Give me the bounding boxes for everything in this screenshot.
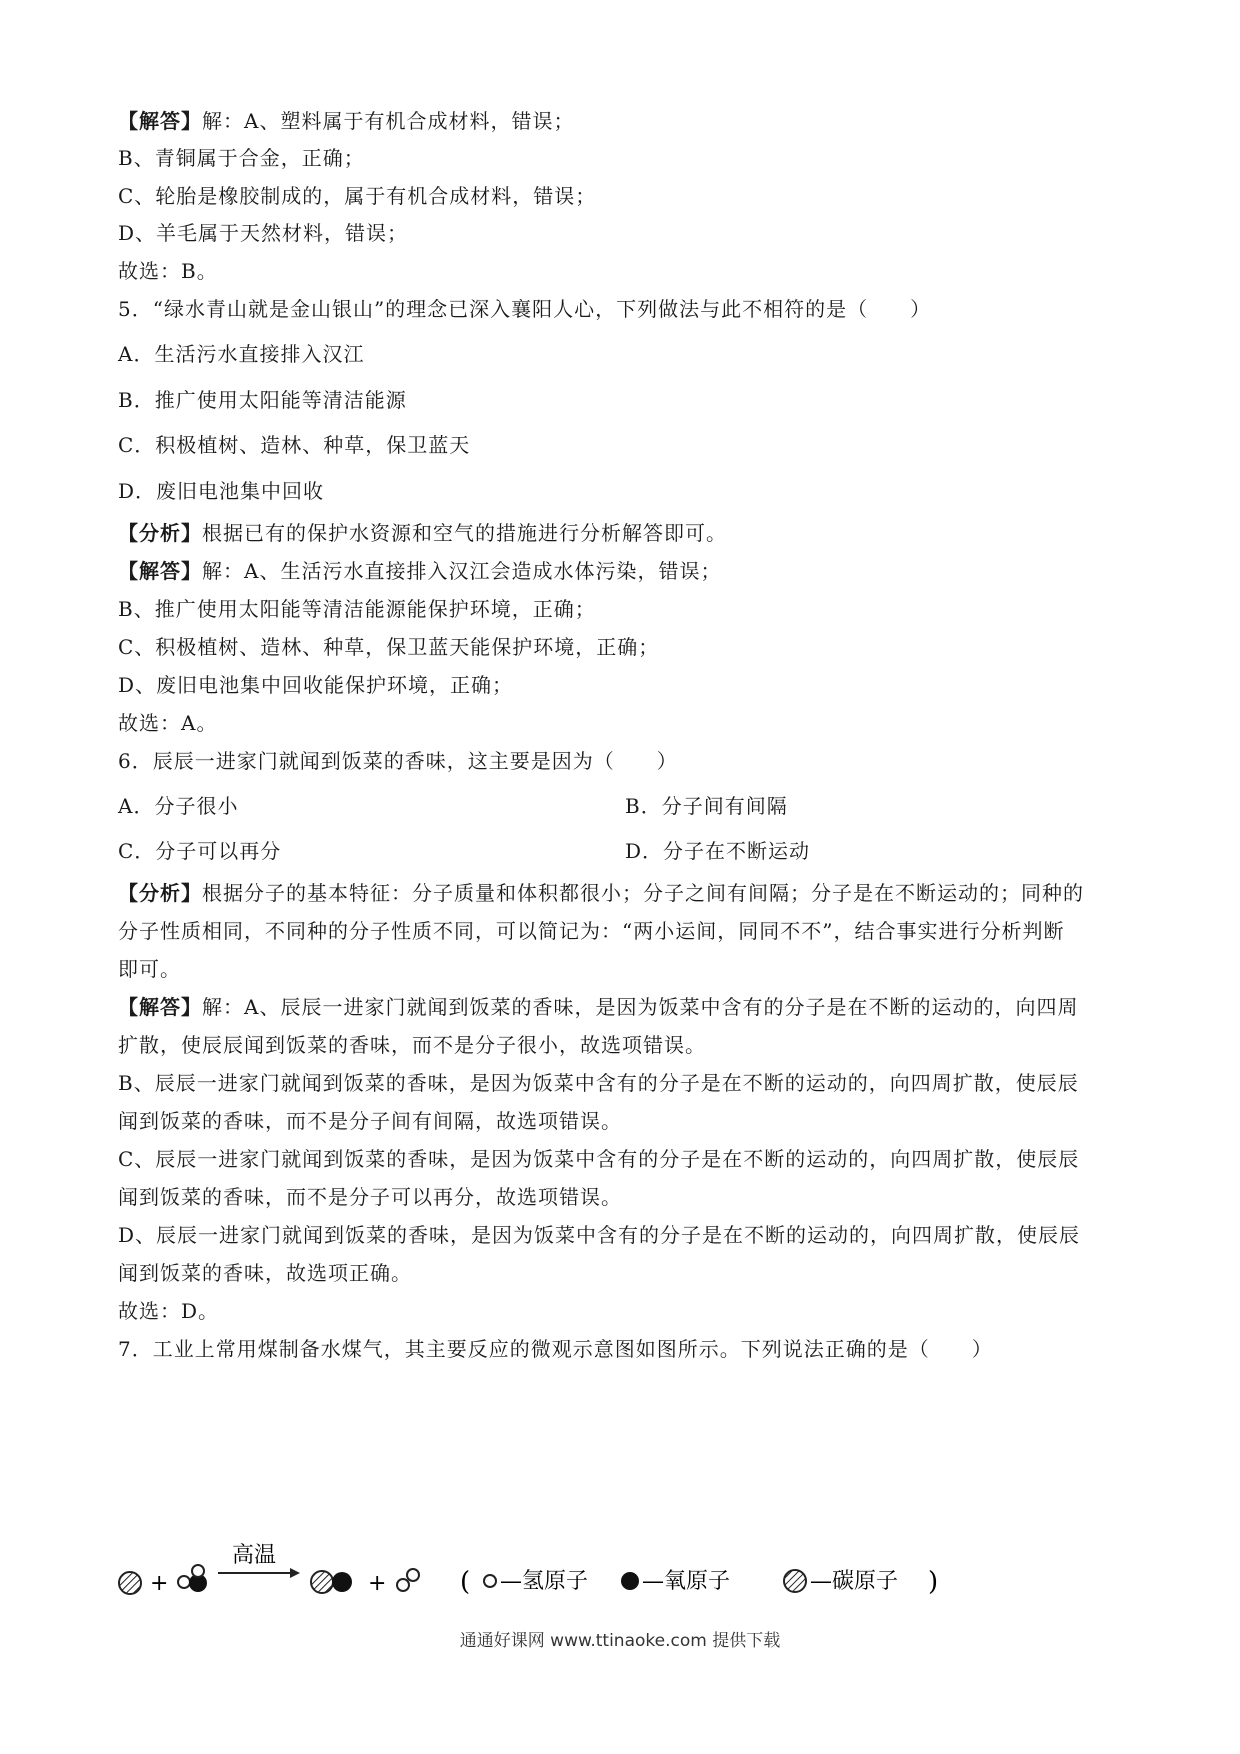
answer-line: 【解答】解：A、塑料属于有机合成材料，错误； <box>118 109 575 133</box>
option-d: D．废旧电池集中回收 <box>118 479 325 503</box>
answer-line: 【解答】解：A、生活污水直接排入汉江会造成水体污染，错误； <box>118 559 722 583</box>
answer-line: D、羊毛属于天然材料，错误； <box>118 221 409 245</box>
question-5: 5．“绿水青山就是金山银山”的理念已深入襄阳人心，下列做法与此不相符的是（ ） <box>118 297 932 321</box>
answer-line: B、青铜属于合金，正确； <box>118 146 365 170</box>
selection-line: 故选：A。 <box>118 711 218 735</box>
option-c: C．积极植树、造林、种草，保卫蓝天 <box>118 433 471 457</box>
answer-tag: 【解答】 <box>118 559 202 583</box>
answer-line: 闻到饭菜的香味，故选项正确。 <box>118 1261 412 1285</box>
analysis-line: 【分析】根据已有的保护水资源和空气的措施进行分析解答即可。 <box>118 521 727 545</box>
answer-line: 闻到饭菜的香味，而不是分子间有间隔，故选项错误。 <box>118 1109 622 1133</box>
selection-line: 故选：D。 <box>118 1299 220 1323</box>
analysis-line: 【分析】根据分子的基本特征：分子质量和体积都很小；分子之间有间隔；分子是在不断运动的；同种的 <box>118 881 1084 905</box>
legend-paren-open: ( <box>460 1567 471 1597</box>
co-molecule <box>311 1571 352 1593</box>
plus-sign: + <box>150 1571 169 1596</box>
carbon-atom-reactant <box>119 1572 141 1594</box>
answer-line: D、辰辰一进家门就闻到饭菜的香味，是因为饭菜中含有的分子是在不断的运动的，向四周扩散，使辰辰 <box>118 1223 1081 1247</box>
option-b: B．推广使用太阳能等清洁能源 <box>118 388 407 412</box>
answer-line: 闻到饭菜的香味，而不是分子可以再分，故选项错误。 <box>118 1185 622 1209</box>
option-c: C．分子可以再分 <box>118 839 282 863</box>
h2-molecule <box>397 1569 419 1591</box>
svg-text:—氢原子: —氢原子 <box>500 1569 589 1594</box>
answer-line: B、辰辰一进家门就闻到饭菜的香味，是因为饭菜中含有的分子是在不断的运动的，向四周扩散，使辰辰 <box>118 1071 1079 1095</box>
page-footer: 通通好课网 www.ttinaoke.com 提供下载 <box>459 1631 781 1651</box>
legend-carbon <box>784 1569 898 1594</box>
reaction-diagram <box>110 1538 1060 1628</box>
legend-oxygen <box>621 1569 730 1594</box>
reaction-condition: 高温 <box>232 1543 277 1568</box>
option-b: B．分子间有间隔 <box>625 794 788 818</box>
legend-hydrogen <box>484 1569 588 1594</box>
question-7: 7．工业上常用煤制备水煤气，其主要反应的微观示意图如图所示。下列说法正确的是（ ） <box>118 1337 993 1361</box>
option-a: A．分子很小 <box>118 794 239 818</box>
analysis-line: 即可。 <box>118 957 181 981</box>
question-6: 6．辰辰一进家门就闻到饭菜的香味，这主要是因为（ ） <box>118 749 678 773</box>
answer-line: C、积极植树、造林、种草，保卫蓝天能保护环境，正确； <box>118 635 660 659</box>
answer-line: 【解答】解：A、辰辰一进家门就闻到饭菜的香味，是因为饭菜中含有的分子是在不断的运动的，向四周 <box>118 995 1079 1019</box>
analysis-line: 分子性质相同，不同种的分子性质不同，可以简记为：“两小运间，同同不不”，结合事实进行分析判断 <box>118 919 1065 943</box>
answer-tag: 【解答】 <box>118 109 202 133</box>
analysis-tag: 【分析】 <box>118 881 202 905</box>
svg-text:—碳原子: —碳原子 <box>810 1569 899 1594</box>
answer-line: D、废旧电池集中回收能保护环境，正确； <box>118 673 514 697</box>
selection-line: 故选：B。 <box>118 259 218 283</box>
answer-tag: 【解答】 <box>118 995 202 1019</box>
water-molecule <box>178 1565 207 1592</box>
answer-line: C、辰辰一进家门就闻到饭菜的香味，是因为饭菜中含有的分子是在不断的运动的，向四周扩散，使辰辰 <box>118 1147 1080 1171</box>
option-d: D．分子在不断运动 <box>625 839 811 863</box>
reaction-arrow <box>218 1568 300 1578</box>
answer-line: C、轮胎是橡胶制成的，属于有机合成材料，错误； <box>118 184 597 208</box>
analysis-tag: 【分析】 <box>118 521 202 545</box>
legend-paren-close: ) <box>928 1567 939 1597</box>
answer-line: B、推广使用太阳能等清洁能源能保护环境，正确； <box>118 597 596 621</box>
svg-text:—氧原子: —氧原子 <box>642 1569 731 1594</box>
plus-sign: + <box>368 1571 387 1596</box>
answer-line: 扩散，使辰辰闻到饭菜的香味，而不是分子很小，故选项错误。 <box>118 1033 706 1057</box>
option-a: A．生活污水直接排入汉江 <box>118 342 365 366</box>
